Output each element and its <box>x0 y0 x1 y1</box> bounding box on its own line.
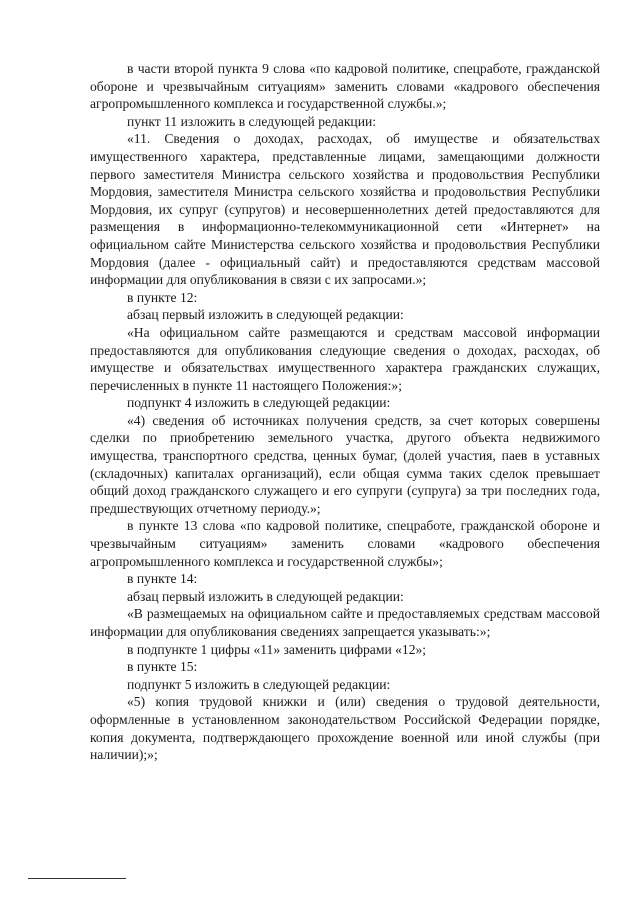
paragraph-15: подпункт 5 изложить в следующей редакции: <box>127 676 391 692</box>
paragraph-6: «На официальном сайте размещаются и средствам массовой информации предоставляются для опубликования следующие сведения о доходах, расходах, об имуществе и обязательствах имущественного характера гражданских служащих, перечисленных в пункте 11 настоящего Положения:»; <box>90 324 600 393</box>
paragraph-1: в части второй пункта 9 слова «по кадровой политике, спецработе, гражданской обороне и чрезвычайным ситуациям» заменить словами «кадрового обеспечения агропромышленного комплекса и государственной службы.»; <box>90 61 600 112</box>
paragraph-9: в пункте 13 слова «по кадровой политике, спецработе, гражданской обороне и чрезвычайным ситуациям» заменить словами «кадрового обеспечения агропромышленного комплекса и государственной службы»; <box>90 518 600 569</box>
paragraph-8: «4) сведения об источниках получения средств, за счет которых совершены сделки по приобретению земельного участка, другого объекта недвижимого имущества, транспортного средства, ценных бумаг, (долей участия, паев в уставных (складочных) капиталах организаций), если общая сумма таких сделок превышает общий доход гражданского служащего и его супруги (супруга) за три последних года, предшествующих отчетному периоду.»; <box>90 412 600 516</box>
paragraph-7: подпункт 4 изложить в следующей редакции: <box>127 395 391 411</box>
paragraph-3: «11. Сведения о доходах, расходах, об имуществе и обязательствах имущественного характера, представленные лицами, замещающими должности первого заместителя Министра сельского хозяйства и продовольствия Республики Мордовия, заместителя Министра сельского хозяйства и продовольствия Республики Мордовия, их супруг (супругов) и несовершеннолетних детей предоставляются для размещения в информационно-телекоммуникационной сети «Интернет» на официальном сайте Министерства сельского хозяйства и продовольствия Республики Мордовия (далее - официальный сайт) и предоставляются средствам массовой информации для опубликования в связи с их запросами.»; <box>90 131 600 288</box>
paragraph-12: «В размещаемых на официальном сайте и предоставляемых средствам массовой информации для опубликования сведениях запрещается указывать:»; <box>90 606 600 639</box>
paragraph-16: «5) копия трудовой книжки и (или) сведения о трудовой деятельности, оформленные в установленном законодательством Российской Федерации порядке, копия документа, подтверждающего прохождение военной или иной службы (при наличии);»; <box>90 694 600 763</box>
footnote-separator <box>28 878 126 879</box>
paragraph-2: пункт 11 изложить в следующей редакции: <box>127 113 377 129</box>
paragraph-10: в пункте 14: <box>127 571 198 587</box>
paragraph-14: в пункте 15: <box>127 659 198 675</box>
document-body <box>90 60 600 764</box>
paragraph-13: в подпункте 1 цифры «11» заменить цифрами «12»; <box>127 641 427 657</box>
paragraph-5: абзац первый изложить в следующей редакции: <box>127 307 404 323</box>
paragraph-4: в пункте 12: <box>127 289 198 305</box>
paragraph-11: абзац первый изложить в следующей редакции: <box>127 588 404 604</box>
